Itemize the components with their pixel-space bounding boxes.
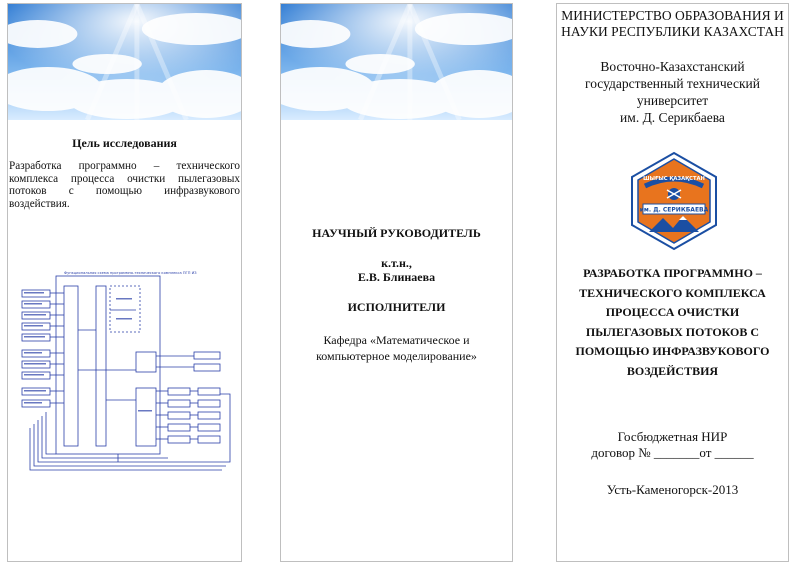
topic-line: ВОЗДЕЙСТВИЯ xyxy=(626,363,719,378)
university-line: Восточно-Казахстанский xyxy=(600,59,745,74)
department-name: Кафедра «Математическое и компьютерное моделирование» xyxy=(316,333,477,363)
topic-line: РАЗРАБОТКА ПРОГРАММНО – xyxy=(583,266,762,280)
ministry-line: МИНИСТЕРСТВО ОБРАЗОВАНИЯ И xyxy=(561,8,784,23)
panel-cover xyxy=(556,3,789,562)
supervisor-name: Е.В. Блинаева xyxy=(357,270,436,284)
sky-clouds-image xyxy=(281,4,512,120)
topic-line: ПЫЛЕГАЗОВЫХ ПОТОКОВ С xyxy=(585,324,760,339)
research-topic xyxy=(557,264,788,381)
topic-line: ТЕХНИЧЕСКОГО КОМПЛЕКСА xyxy=(579,285,766,300)
city-year: Усть-Каменогорск-2013 xyxy=(606,482,739,497)
logo-band-text: им. Д. СЕРИКБАЕВА xyxy=(639,206,709,214)
functional-diagram xyxy=(18,270,236,480)
panel-team xyxy=(280,3,513,562)
topic-line: ПОМОЩЬЮ ИНФРАЗВУКОВОГО xyxy=(575,344,770,358)
goal-title: Цель исследования xyxy=(72,136,177,150)
university-line: государственный технический xyxy=(585,76,760,91)
funding-line: Госбюджетная НИР xyxy=(617,429,728,444)
executors-title: ИСПОЛНИТЕЛИ xyxy=(347,300,446,314)
ministry-name xyxy=(557,8,788,40)
sky-clouds-image xyxy=(8,4,241,120)
supervisor-title: НАУЧНЫЙ РУКОВОДИТЕЛЬ xyxy=(312,226,481,240)
university-name xyxy=(557,58,788,126)
university-line: университет xyxy=(636,93,709,108)
panel-research-goal xyxy=(7,3,242,562)
ministry-line: НАУКИ РЕСПУБЛИКИ КАЗАХСТАН xyxy=(561,24,784,39)
contract-line: договор № _______от ______ xyxy=(591,445,754,460)
goal-text: Разработка программно – технического комплекса процесса очистки пылегазовых потоков с помощью инфразвукового воздействия. xyxy=(9,160,240,210)
supervisor-degree: к.т.н., xyxy=(381,256,412,270)
university-line: им. Д. Серикбаева xyxy=(620,110,725,125)
diagram-heading: Функциональная схема программно-технического комплекса ПГП ИЗ xyxy=(64,271,197,275)
logo-top-text: ШЫҒЫС ҚАЗАҚСТАН xyxy=(643,176,705,182)
funding-info xyxy=(557,429,788,461)
topic-line: ПРОЦЕССА ОЧИСТКИ xyxy=(605,305,740,319)
university-logo-icon xyxy=(623,150,725,252)
